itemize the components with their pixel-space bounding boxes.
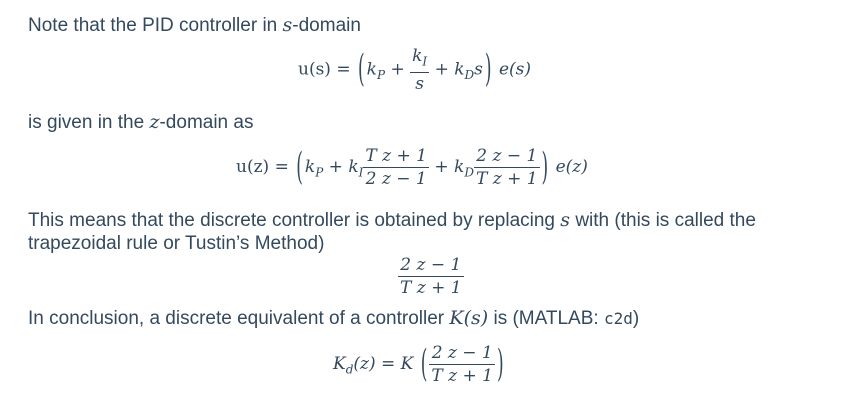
plus: +: [390, 59, 405, 80]
kp: k: [304, 157, 316, 177]
plus: +: [434, 157, 449, 177]
kp: k: [366, 59, 377, 80]
ki: k: [412, 46, 423, 66]
equation-u-of-s: [298, 46, 531, 94]
equation-u-of-z: [236, 146, 588, 189]
eq-rhs: e(z): [555, 157, 588, 177]
kp-sub: P: [376, 68, 386, 83]
frac-den: T z + 1: [475, 169, 538, 189]
plus: +: [328, 157, 343, 177]
kd: k: [454, 157, 465, 177]
frac-den: T z + 1: [400, 278, 462, 298]
text: In conclusion, a discrete equivalent of a controller: [28, 308, 450, 329]
kp-sub: P: [315, 165, 324, 180]
math-var: s: [560, 209, 571, 231]
fraction-tustin-inverse: [363, 146, 429, 189]
math-var: z: [149, 111, 160, 133]
equation-kd-of-z: [333, 343, 506, 386]
text: -domain as: [159, 112, 254, 133]
paragraph-z-domain: [28, 110, 253, 135]
kd: k: [454, 59, 465, 80]
ki: k: [348, 157, 359, 177]
frac-num: 2 z − 1: [429, 343, 495, 365]
kd-lhs-sub: d: [345, 362, 354, 377]
eq-rhs: e(s): [498, 59, 531, 80]
frac-den: 2 z − 1: [365, 169, 427, 189]
frac-den: s: [415, 74, 424, 95]
paragraph-pid-s-domain: [28, 13, 361, 38]
text: This means that the discrete controller is obtained by replacing: [28, 210, 561, 231]
ki-sub: I: [422, 54, 428, 69]
kd-lhs: K: [333, 354, 346, 374]
paren-left: (: [296, 145, 303, 190]
paren-left: (: [358, 48, 365, 93]
fraction-tustin: [474, 146, 540, 189]
frac-num: 2 z − 1: [398, 255, 464, 277]
text: ): [632, 308, 640, 329]
ki-sub: I: [358, 165, 364, 180]
fraction-tustin: [398, 255, 464, 298]
text: -domain: [292, 15, 361, 36]
kd-lhs-arg: (z) = K: [353, 354, 414, 374]
text: is given in the: [28, 112, 150, 133]
matlab-code: c2d: [603, 309, 633, 328]
equation-tustin-substitution: [398, 255, 464, 298]
kd-sub: D: [464, 165, 474, 180]
frac-num: 2 z − 1: [474, 146, 540, 168]
paragraph-replacement-line2: trapezoidal rule or Tustin’s Method): [28, 233, 325, 254]
paren-left: (: [420, 342, 428, 387]
fraction-ki-over-s: [410, 46, 429, 94]
frac-den: T z + 1: [431, 366, 493, 386]
math-var: s: [282, 14, 293, 36]
eq-lhs: u(z) =: [236, 157, 289, 177]
frac-num: T z + 1: [365, 146, 427, 166]
paragraph-conclusion: [28, 306, 639, 331]
fraction-tustin: [429, 343, 495, 386]
paragraph-replacement: [28, 208, 756, 233]
paren-right: ): [541, 145, 549, 190]
paren-right: ): [484, 48, 492, 93]
kd-sub: D: [464, 68, 475, 83]
text: Note that the PID controller in: [28, 15, 283, 36]
text: is (MATLAB:: [488, 308, 604, 329]
plus: +: [434, 59, 449, 80]
text: with (this is called the: [570, 210, 756, 231]
math-var: K(s): [449, 307, 489, 329]
eq-lhs: u(s) =: [298, 59, 351, 80]
paren-right: ): [497, 342, 504, 387]
kd-tail: s: [474, 59, 483, 80]
